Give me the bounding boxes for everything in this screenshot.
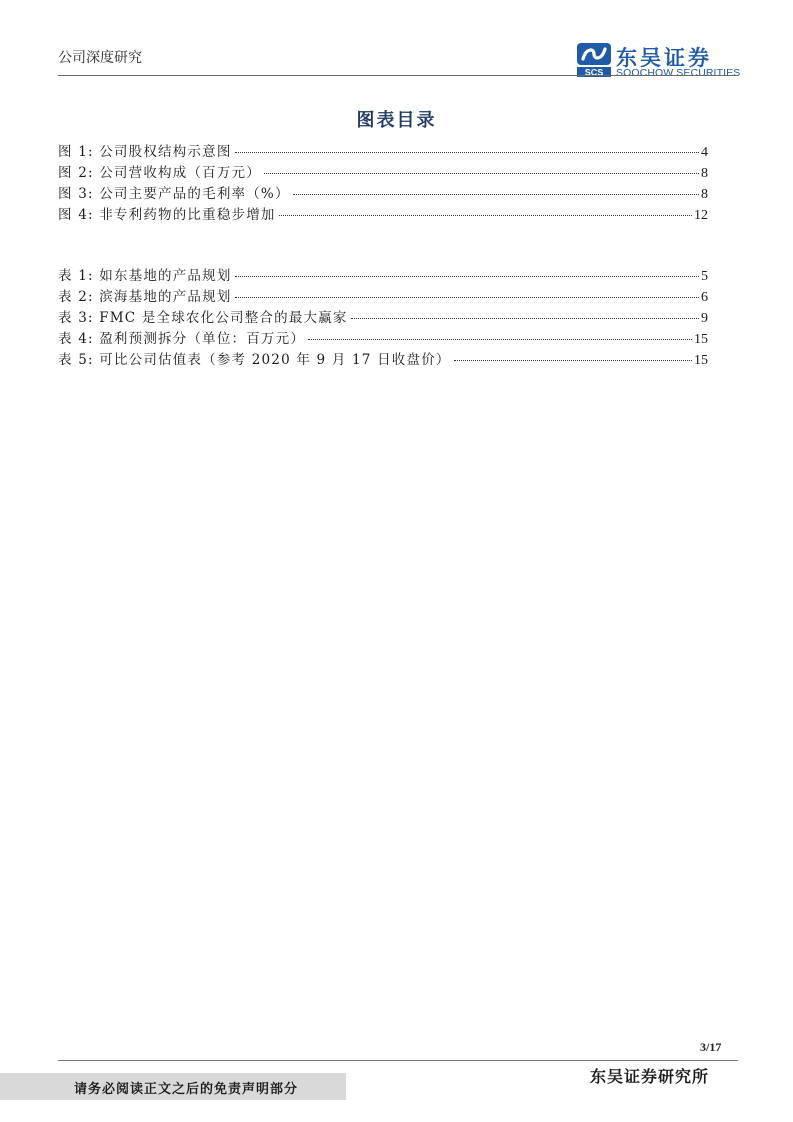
table-list [58,266,708,371]
company-logo [576,42,741,78]
toc-leader-dots [279,215,692,216]
toc-entry-table-5[interactable] [58,350,708,371]
toc-entry-figure-4[interactable] [58,205,708,226]
toc-entry-label: 图 4: 非专利药物的比重稳步增加 [58,207,276,223]
toc-entry-page: 8 [701,187,708,202]
header-divider [58,75,738,76]
toc-entry-table-1[interactable] [58,266,708,287]
toc-entry-table-2[interactable] [58,287,708,308]
institute-name: 东吴证券研究所 [590,1067,710,1086]
logo-mark-text: SCS [584,67,604,78]
toc-entry-label: 表 5: 可比公司估值表（参考 2020 年 9 月 17 日收盘价） [58,352,451,368]
logo-emblem-icon [576,42,612,78]
toc-entry-figure-1[interactable] [58,142,708,163]
toc-entry-label: 表 2: 滨海基地的产品规划 [58,289,232,305]
toc-leader-dots [264,173,699,174]
toc-entry-page: 9 [701,311,708,326]
disclaimer-text: 请务必阅读正文之后的免责声明部分 [74,1082,299,1097]
toc-entry-label: 表 1: 如东基地的产品规划 [58,268,232,284]
toc-entry-label: 图 2: 公司营收构成（百万元） [58,165,261,181]
toc-entry-label: 表 4: 盈利预测拆分（单位：百万元） [58,331,306,347]
toc-entry-page: 15 [694,332,708,347]
toc-entry-table-3[interactable] [58,308,708,329]
toc-leader-dots [454,360,692,361]
footer-divider [58,1060,738,1061]
toc-entry-label: 图 1: 公司股权结构示意图 [58,144,232,160]
toc-title: 图表目录 [356,110,437,131]
toc-leader-dots [308,339,692,340]
toc-entry-page: 12 [694,208,708,223]
toc-leader-dots [351,318,699,319]
toc-leader-dots [235,297,699,298]
toc-entry-page: 6 [701,290,708,305]
toc-entry-page: 8 [701,166,708,181]
toc-leader-dots [293,194,699,195]
logo-name-en: SOOCHOW SECURITIES [616,67,741,79]
toc-entry-label: 表 3: FMC 是全球农化公司整合的最大赢家 [58,310,348,326]
disclaimer-banner [0,1073,346,1100]
toc-entry-page: 5 [701,269,708,284]
toc-entry-figure-3[interactable] [58,184,708,205]
toc-entry-page: 15 [694,353,708,368]
toc-leader-dots [235,152,699,153]
toc-entry-label: 图 3: 公司主要产品的毛利率（%） [58,186,290,202]
toc-entry-table-4[interactable] [58,329,708,350]
page-number: 3/17 [700,1040,722,1054]
logo-name-cn: 东吴证券 [616,46,712,70]
toc-entry-figure-2[interactable] [58,163,708,184]
toc-entry-page: 4 [701,145,708,160]
figure-list [58,142,708,226]
toc-leader-dots [235,276,699,277]
header-section-label: 公司深度研究 [58,50,142,66]
